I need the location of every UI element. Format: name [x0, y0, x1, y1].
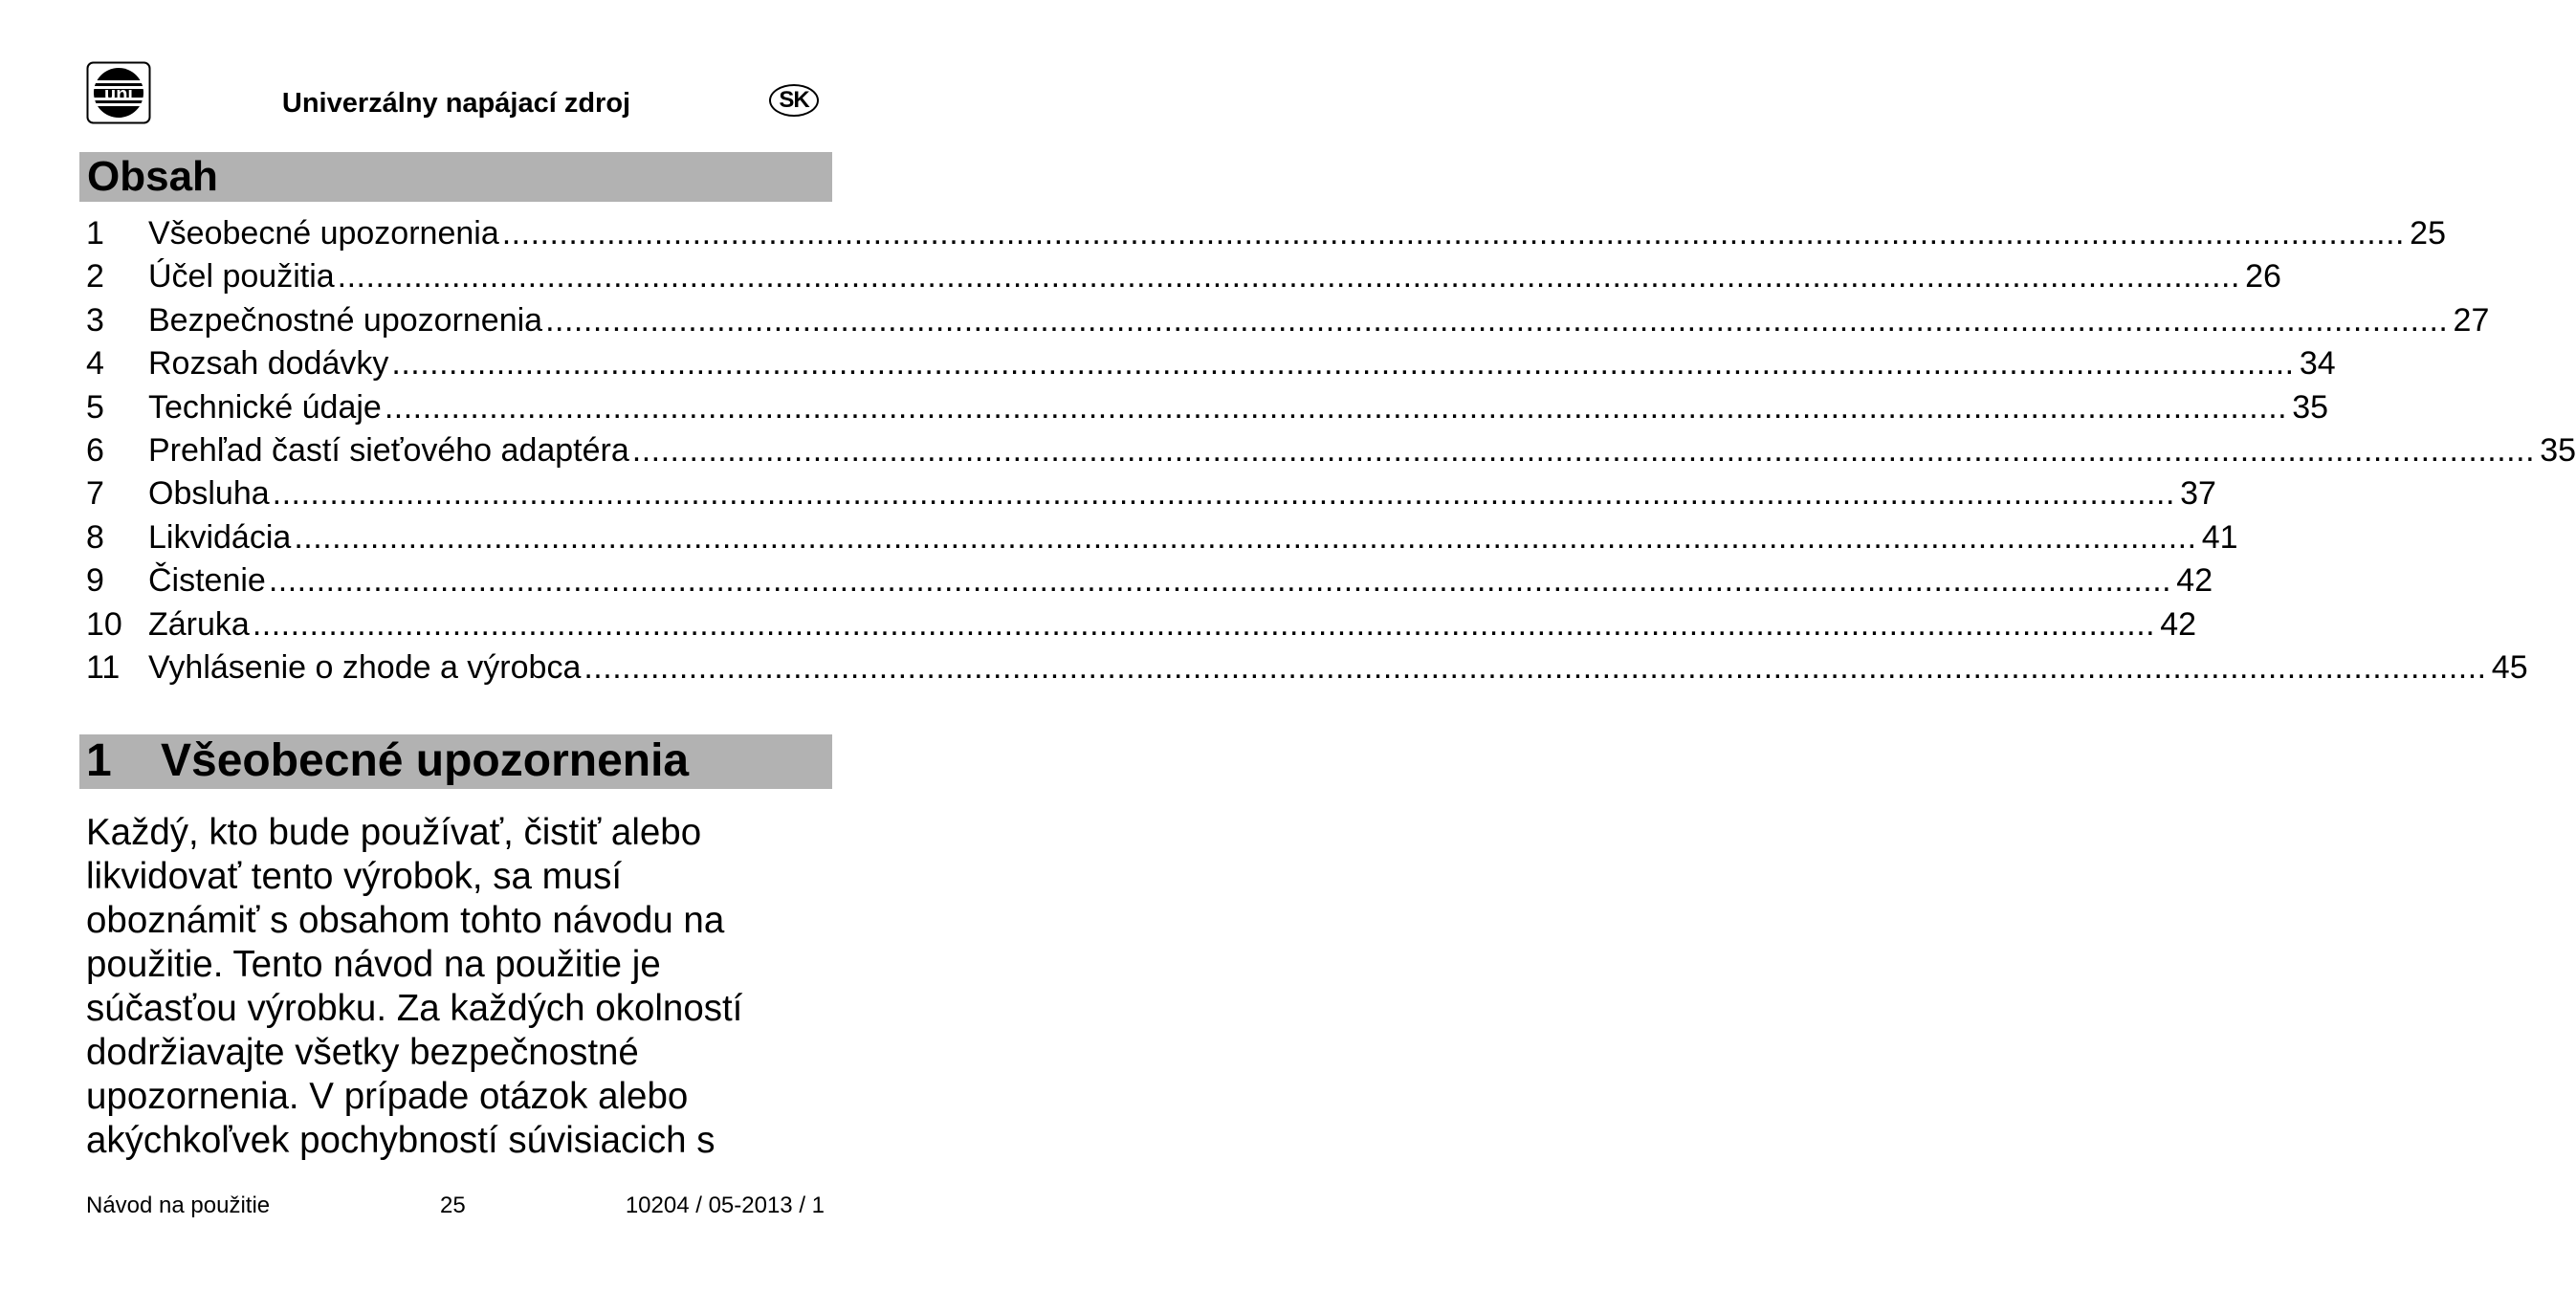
toc-entry-page: 26 [2245, 258, 2281, 295]
toc-entry-label: Technické údaje [148, 388, 382, 426]
footer-manual-label: Návod na použitie [86, 1193, 271, 1218]
toc-entry-number: 11 [86, 648, 121, 686]
toc-leader-dots: ........................................................................................................................................................................................................ [583, 648, 2487, 686]
toc-entry[interactable] [86, 255, 2281, 298]
toc-entry-label: Všeobecné upozornenia [148, 215, 499, 252]
toc-entry-label: Rozsah dodávky [148, 345, 389, 383]
toc-entry[interactable] [86, 472, 2216, 515]
toc-entry[interactable] [86, 559, 2213, 602]
toc-entry-page: 25 [2410, 215, 2446, 252]
toc-entry-label: Prehľad častí sieťového adaptéra [148, 431, 629, 469]
toc-entry-page: 45 [2491, 648, 2528, 686]
toc-leader-dots: ........................................................................................................................................................................................................ [545, 301, 2449, 339]
document-code: 10204 / 05-2013 / 1 [625, 1193, 825, 1218]
toc-entry-page: 35 [2292, 388, 2329, 426]
toc-entry[interactable] [86, 212, 2446, 255]
toc-entry-number: 10 [86, 605, 122, 643]
body-line: použitie. Tento návod na použitie je [86, 944, 661, 985]
chapter-number: 1 [86, 735, 112, 786]
body-line: oboznámiť s obsahom tohto návodu na [86, 900, 725, 941]
logo-text: uni [104, 84, 133, 105]
toc-entry-number: 1 [86, 215, 104, 252]
toc-entry-label: Obsluha [148, 475, 270, 513]
toc-leader-dots: ........................................................................................................................................................................................................ [384, 388, 2288, 426]
toc-leader-dots: ........................................................................................................................................................................................................ [337, 258, 2240, 295]
chapter-title: Všeobecné upozornenia [161, 735, 690, 786]
toc-entry-number: 3 [86, 301, 104, 339]
toc-entry-page: 35 [2540, 431, 2576, 469]
document-title: Univerzálny napájací zdroj [281, 88, 631, 119]
toc-entry[interactable] [86, 516, 2238, 559]
toc-heading-bar [79, 152, 832, 202]
toc-entry[interactable] [86, 603, 2197, 646]
toc-entry-page: 27 [2453, 301, 2490, 339]
toc-leader-dots: ........................................................................................................................................................................................................ [294, 518, 2197, 556]
chapter-body [86, 811, 832, 1163]
body-line: likvidovať tento výrobok, sa musí [86, 856, 623, 897]
body-line: súčasťou výrobku. Za každých okolností [86, 988, 743, 1029]
toc-entry-number: 4 [86, 345, 104, 383]
toc-entry[interactable] [86, 646, 2528, 689]
toc-entry-label: Likvidácia [148, 518, 292, 556]
toc-entry-page: 37 [2180, 475, 2216, 513]
toc-entry-number: 2 [86, 258, 104, 295]
toc-leader-dots: ........................................................................................................................................................................................................ [501, 215, 2405, 252]
page-number: 25 [440, 1193, 466, 1218]
toc-entry-page: 42 [2160, 605, 2197, 643]
page-footer [86, 1193, 825, 1223]
toc-entry-label: Záruka [148, 605, 250, 643]
body-line: akýchkoľvek pochybností súvisiacich s [86, 1120, 716, 1161]
toc-entry[interactable] [86, 386, 2329, 429]
toc-entry-label: Čistenie [148, 562, 266, 600]
toc-entry-number: 8 [86, 518, 104, 556]
toc-entry-page: 42 [2176, 562, 2213, 600]
toc-leader-dots: ........................................................................................................................................................................................................ [391, 345, 2295, 383]
toc-entry-number: 9 [86, 562, 104, 600]
toc-leader-dots: ........................................................................................................................................................................................................ [252, 605, 2156, 643]
toc-entry-number: 6 [86, 431, 104, 469]
toc-entry[interactable] [86, 429, 2576, 472]
toc-entry-label: Účel použitia [148, 258, 335, 295]
toc-leader-dots: ........................................................................................................................................................................................................ [631, 431, 2536, 469]
body-line: dodržiavajte všetky bezpečnostné [86, 1032, 639, 1073]
table-of-contents [86, 212, 2576, 689]
toc-entry[interactable] [86, 342, 2336, 385]
body-line: Každý, kto bude používať, čistiť alebo [86, 812, 702, 853]
toc-entry-number: 5 [86, 388, 104, 426]
chapter-heading-bar [79, 734, 832, 789]
toc-entry-number: 7 [86, 475, 104, 513]
toc-entry-label: Bezpečnostné upozornenia [148, 301, 543, 339]
toc-leader-dots: ........................................................................................................................................................................................................ [272, 475, 2175, 513]
body-line: upozornenia. V prípade otázok alebo [86, 1076, 689, 1117]
toc-leader-dots: ........................................................................................................................................................................................................ [268, 562, 2172, 600]
toc-entry[interactable] [86, 299, 2490, 342]
toc-entry-page: 34 [2299, 345, 2336, 383]
toc-heading: Obsah [87, 153, 218, 200]
language-badge: SK [769, 84, 819, 117]
toc-entry-page: 41 [2201, 518, 2238, 556]
toc-entry-label: Vyhlásenie o zhode a výrobca [148, 648, 582, 686]
